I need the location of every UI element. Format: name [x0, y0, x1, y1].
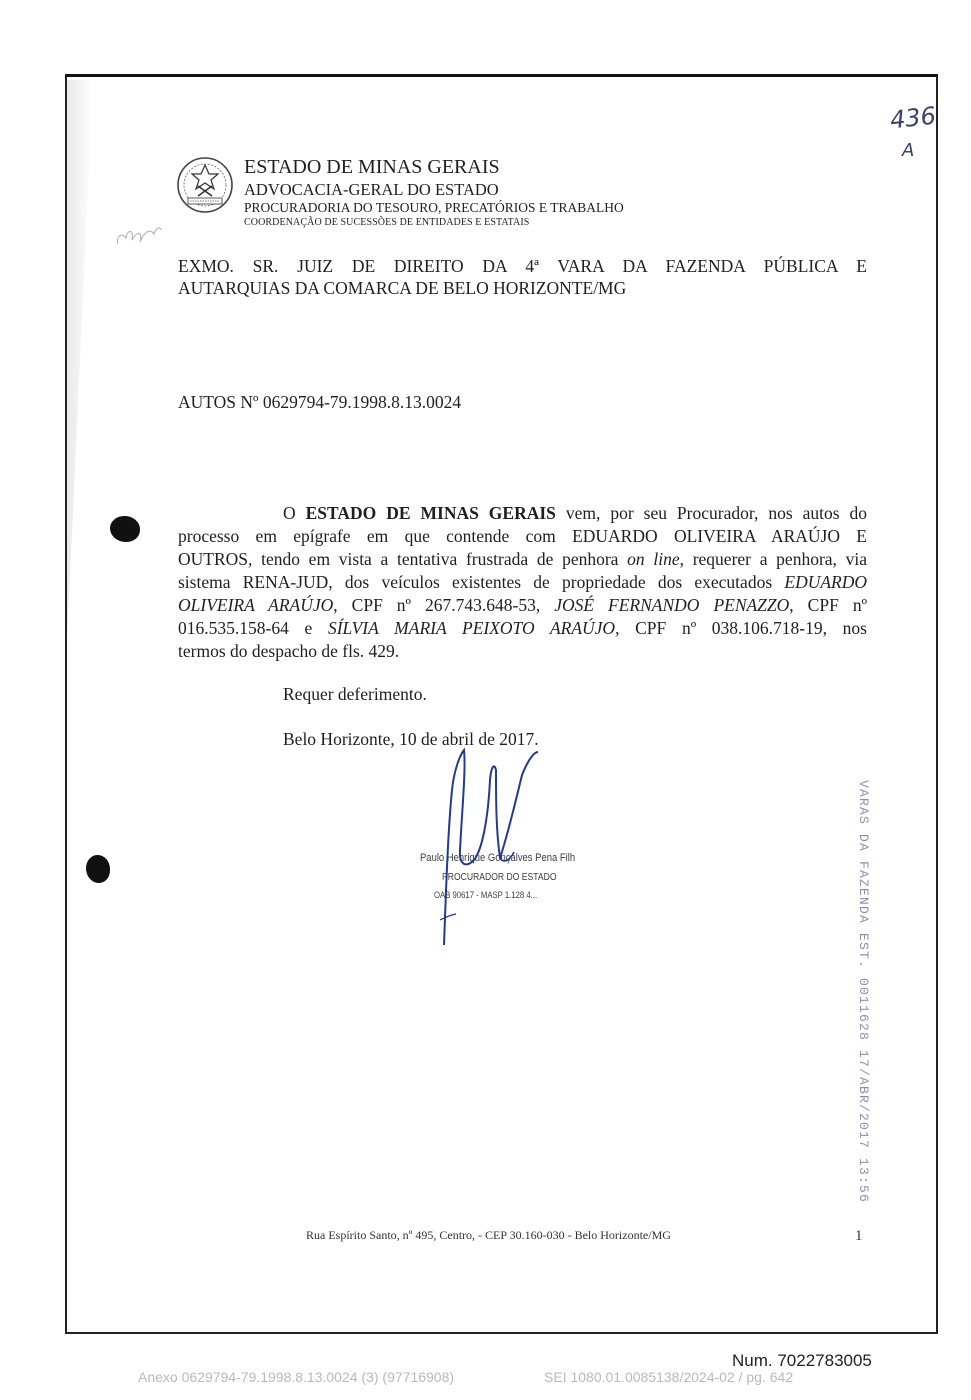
signatory-name: Paulo Henrique Gonçalves Pena Filh [420, 852, 576, 864]
bold-party-name: ESTADO DE MINAS GERAIS [305, 503, 556, 523]
body-line-4: sistema RENA-JUD, dos veículos existentes de propriedade dos executados EDUARDO [178, 572, 867, 592]
handwritten-signature-icon [430, 740, 570, 955]
court-receipt-stamp: VARAS DA FAZENDA EST. 0011628 17/ABR/2017 13:56 [856, 780, 871, 1204]
punch-hole-bottom [86, 855, 110, 883]
handwritten-folio-number: 436 [888, 101, 938, 135]
body-line-5: OLIVEIRA ARAÚJO, CPF nº 267.743.648-53, JOSÉ FERNANDO PENAZZO, CPF nº [178, 595, 867, 615]
header-coordination: COORDENAÇÃO DE SUCESSÕES DE ENTIDADES E ESTATAIS [244, 217, 530, 228]
annex-reference: Anexo 0629794-79.1998.8.13.0024 (3) (97716908) [138, 1369, 455, 1385]
closing-request: Requer deferimento. [283, 684, 427, 704]
body-line-7: termos do despacho de fls. 429. [178, 641, 400, 661]
place-and-date: Belo Horizonte, 10 de abril de 2017. [283, 729, 539, 749]
header-state: ESTADO DE MINAS GERAIS [244, 156, 500, 178]
body-line-3: OUTROS, tendo em vista a tentativa frustrada de penhora on line, requerer a penhora, via [178, 549, 868, 569]
case-number: AUTOS Nº 0629794-79.1998.8.13.0024 [178, 392, 462, 412]
handwritten-folio-mark: A [902, 140, 915, 161]
signatory-title: PROCURADOR DO ESTADO [442, 872, 557, 883]
signatory-registration: OAB 90617 - MASP 1.128 4... [434, 890, 538, 900]
header-department: PROCURADORIA DO TESOURO, PRECATÓRIOS E TRABALHO [244, 200, 624, 215]
page-number: 1 [855, 1228, 863, 1244]
body-line-2: processo em epígrafe em que contende com EDUARDO OLIVEIRA ARAÚJO E [178, 526, 867, 546]
body-line-6: 016.535.158-64 e SÍLVIA MARIA PEIXOTO ARAÚJO, CPF nº 038.106.718-19, nos [178, 618, 867, 638]
state-seal-icon [176, 156, 234, 214]
footer-address: Rua Espírito Santo, nº 495, Centro, - CEP 30.160-030 - Belo Horizonte/MG [306, 1228, 671, 1242]
sei-reference: SEI 1080.01.0085138/2024-02 / pg. 642 [544, 1369, 794, 1385]
document-number: Num. 7022783005 [732, 1351, 872, 1370]
header-agency: ADVOCACIA-GERAL DO ESTADO [244, 180, 499, 199]
margin-scribble-icon [114, 218, 164, 250]
addressee-line-1: EXMO. SR. JUIZ DE DIREITO DA 4ª VARA DA FAZENDA PÚBLICA E [178, 256, 867, 276]
addressee-line-2: AUTARQUIAS DA COMARCA DE BELO HORIZONTE/MG [178, 278, 627, 298]
body-line-1: O ESTADO DE MINAS GERAIS vem, por seu Procurador, nos autos do [283, 503, 867, 523]
punch-hole-top [110, 516, 140, 542]
